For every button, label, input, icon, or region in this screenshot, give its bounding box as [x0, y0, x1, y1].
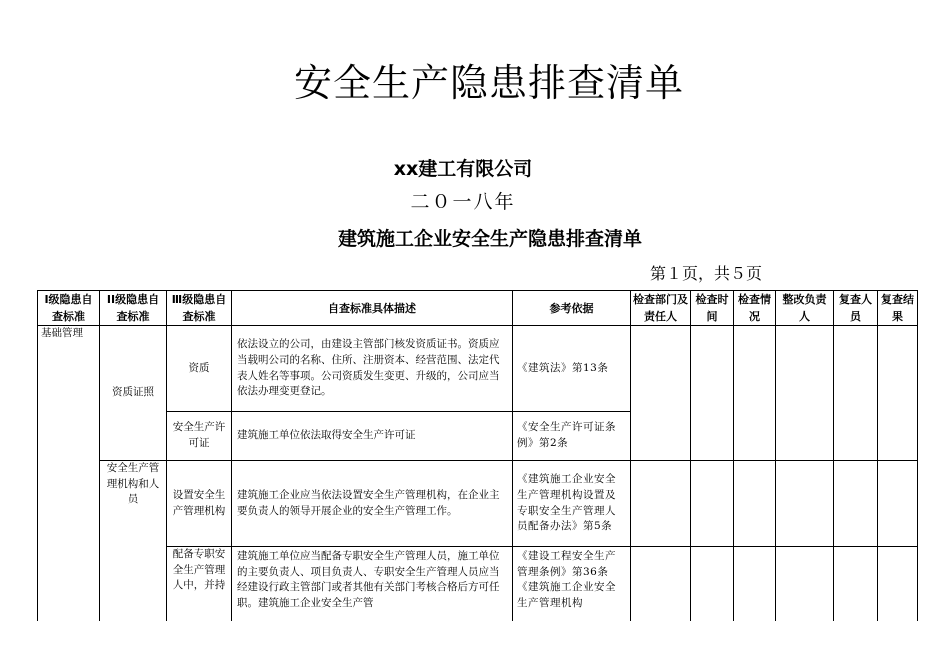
level3-cell: 设置安全生产管理机构	[167, 461, 232, 547]
document-title: 安全生产隐患排查清单	[293, 61, 684, 105]
table-header-row	[38, 291, 918, 326]
checklist-subtitle: 建筑施工企业安全生产隐患排查清单	[337, 228, 642, 250]
inspection-dept-cell[interactable]	[631, 547, 691, 622]
level2-cell: 安全生产管理机构和人员	[100, 461, 167, 622]
header-inspection-status: 检查情况	[734, 291, 776, 326]
header-level3: Ⅲ级隐患自查标准	[167, 291, 232, 326]
inspection-status-cell[interactable]	[734, 326, 776, 461]
header-rectify-owner: 整改负责人	[776, 291, 834, 326]
reviewer-cell[interactable]	[834, 326, 878, 461]
review-result-cell[interactable]	[878, 461, 918, 547]
inspection-status-cell[interactable]	[734, 547, 776, 622]
header-reviewer: 复查人员	[834, 291, 878, 326]
table-row	[38, 547, 918, 622]
inspection-dept-cell[interactable]	[631, 461, 691, 547]
description-cell	[232, 547, 513, 622]
reviewer-cell[interactable]	[834, 547, 878, 622]
level1-cell: 基础管理	[38, 326, 100, 622]
level3-cell: 资质	[167, 326, 232, 412]
inspection-dept-cell[interactable]	[631, 326, 691, 461]
document-year: 二０一八年	[410, 191, 516, 213]
description-cell: 建筑施工单位依法取得安全生产许可证	[232, 412, 513, 461]
level3-cell: 安全生产许可证	[167, 412, 232, 461]
description-cell: 依法设立的公司，由建设主管部门核发资质证书。资质应当载明公司的名称、住所、注册资本、经营范围、法定代表人姓名等事项。公司资质发生变更、升级的，公司应当依法办理变更登记。	[232, 326, 513, 412]
reference-text: 《建设工程安全生产管理条例》第36条《建筑施工企业安全生产管理机构	[517, 550, 616, 609]
reference-cell: 《建筑法》第13条	[513, 326, 631, 412]
rectify-owner-cell[interactable]	[776, 461, 834, 547]
reviewer-cell[interactable]	[834, 461, 878, 547]
inspection-status-cell[interactable]	[734, 461, 776, 547]
reference-cell: 《建筑施工企业安全生产管理机构设置及专职安全生产管理人员配备办法》第5条	[513, 461, 631, 547]
header-review-result: 复查结果	[878, 291, 918, 326]
hazard-checklist-table	[37, 290, 918, 621]
description-text: 建筑施工单位应当配备专职安全生产管理人员，施工单位的主要负责人、项目负责人、专职安全生产管理人员应当经建设行政主管部门或者其他有关部门考核合格后方可任职。建筑施工企业安全生产管	[237, 550, 500, 609]
level2-cell: 资质证照	[100, 326, 167, 461]
inspection-time-cell[interactable]	[691, 326, 734, 461]
description-cell: 建筑施工企业应当依法设置安全生产管理机构，在企业主要负责人的领导开展企业的安全生产管理工作。	[232, 461, 513, 547]
header-reference: 参考依据	[513, 291, 631, 326]
company-name: xx建工有限公司	[393, 158, 533, 180]
page-indicator: 第１页，共５页	[649, 264, 762, 283]
header-inspection-dept: 检查部门及责任人	[631, 291, 691, 326]
header-description: 自查标准具体描述	[232, 291, 513, 326]
review-result-cell[interactable]	[878, 547, 918, 622]
inspection-time-cell[interactable]	[691, 547, 734, 622]
header-inspection-time: 检查时间	[691, 291, 734, 326]
level3-cell	[167, 547, 232, 622]
rectify-owner-cell[interactable]	[776, 547, 834, 622]
header-level2: II级隐患自查标准	[100, 291, 167, 326]
header-level1: Ⅰ级隐患自查标准	[38, 291, 100, 326]
reference-cell: 《安全生产许可证条例》第2条	[513, 412, 631, 461]
reference-cell	[513, 547, 631, 622]
review-result-cell[interactable]	[878, 326, 918, 461]
level3-text: 配备专职安全生产管理人中，并持	[172, 548, 226, 592]
table-row	[38, 461, 918, 547]
rectify-owner-cell[interactable]	[776, 326, 834, 461]
table-row	[38, 326, 918, 412]
inspection-time-cell[interactable]	[691, 461, 734, 547]
